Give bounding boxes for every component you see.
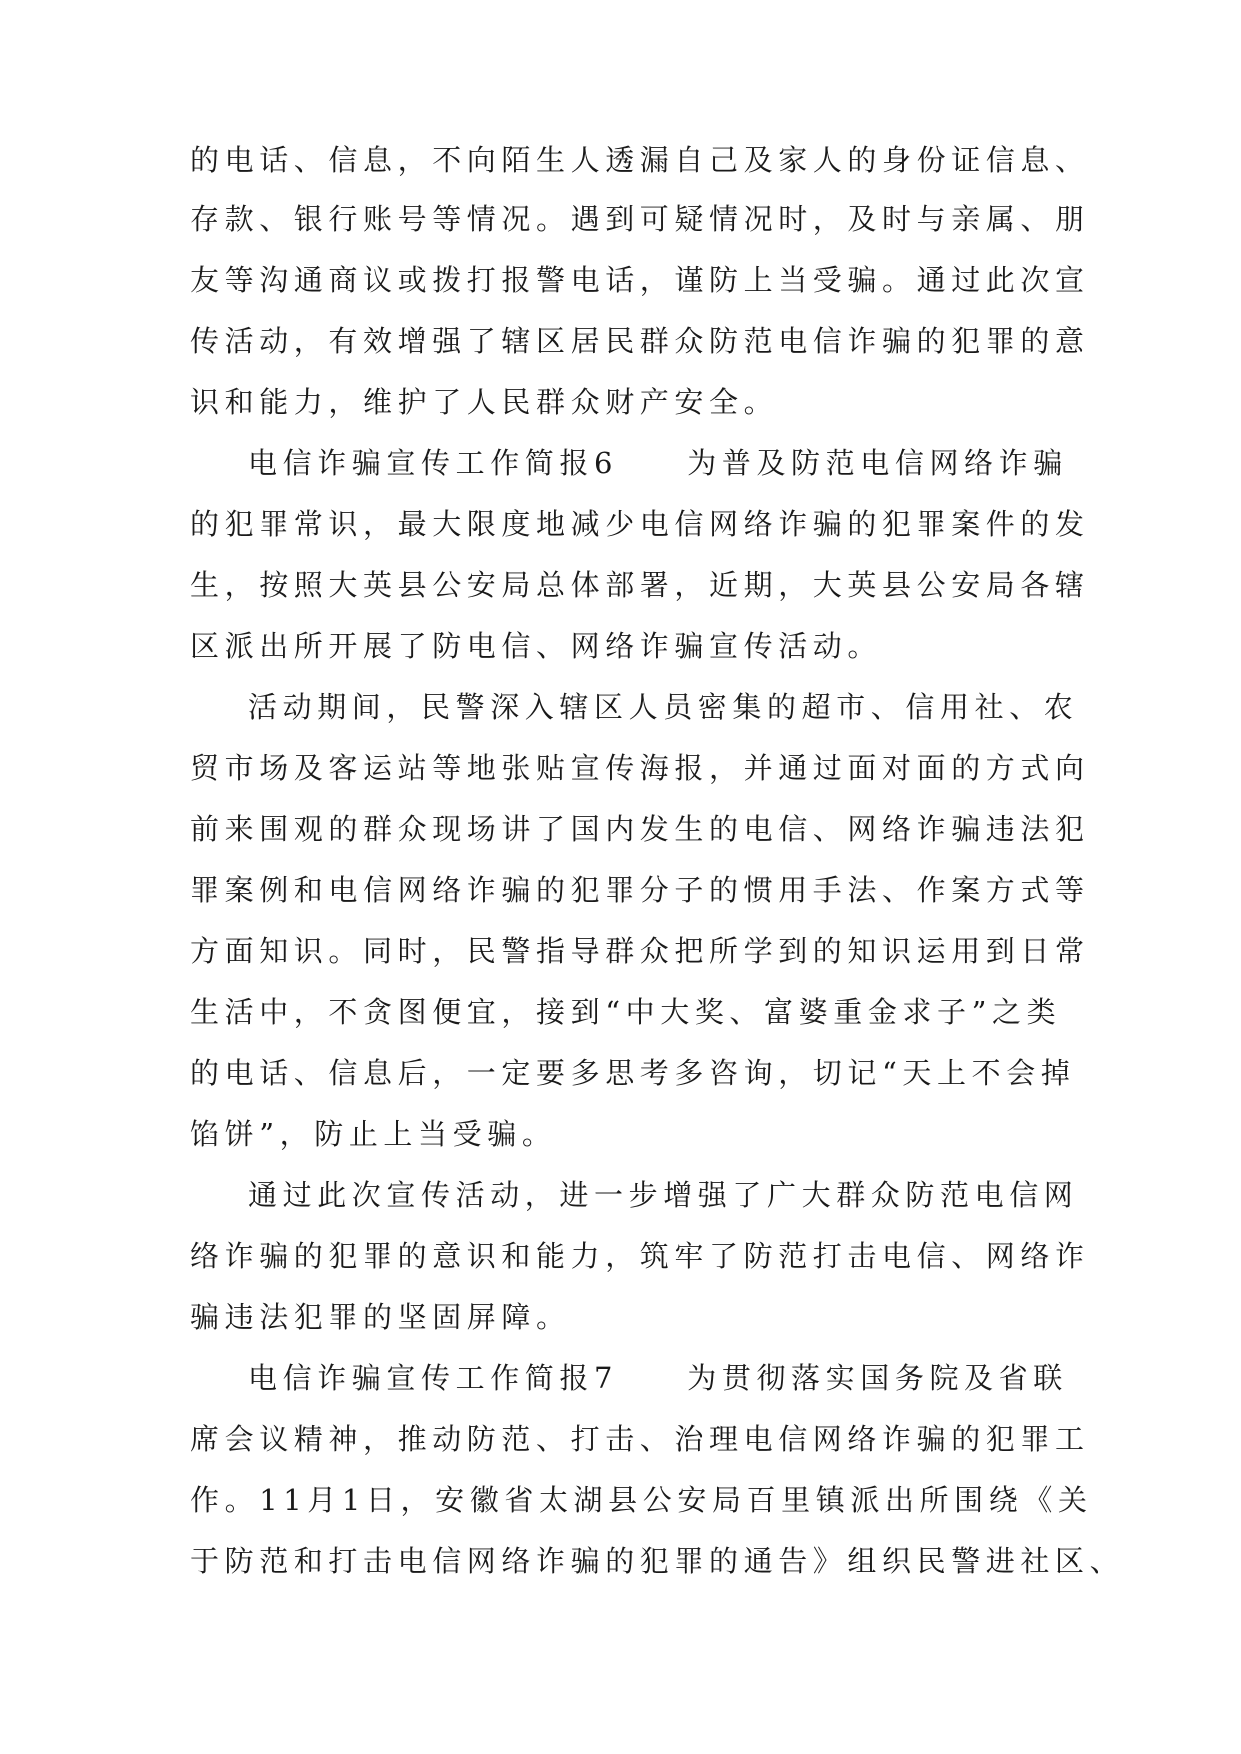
briefing-heading-6: 电信诈骗宣传工作简报6 为普及防范电信网络诈骗 [248, 446, 1068, 480]
text-line: 贸市场及客运站等地张贴宣传海报，并通过面对面的方式向 [190, 751, 1090, 785]
text-line: 生，按照大英县公安局总体部署，近期，大英县公安局各辖 [190, 568, 1090, 602]
text-line: 友等沟通商议或拨打报警电话，谨防上当受骗。通过此次宣 [190, 263, 1090, 297]
text-line: 传活动，有效增强了辖区居民群众防范电信诈骗的犯罪的意 [190, 324, 1090, 358]
text-line: 于防范和打击电信网络诈骗的犯罪的通告》组织民警进社区、 [190, 1544, 1125, 1578]
text-line: 前来围观的群众现场讲了国内发生的电信、网络诈骗违法犯 [190, 812, 1090, 846]
text-line: 罪案例和电信网络诈骗的犯罪分子的惯用手法、作案方式等 [190, 873, 1090, 907]
text-line: 的电话、信息后，一定要多思考多咨询，切记“天上不会掉 [190, 1056, 1076, 1090]
text-line: 区派出所开展了防电信、网络诈骗宣传活动。 [190, 629, 883, 663]
paragraph-start: 活动期间，民警深入辖区人员密集的超市、信用社、农 [248, 690, 1079, 724]
text-line: 作。11月1日，安徽省太湖县公安局百里镇派出所围绕《关 [190, 1483, 1093, 1517]
text-line: 的犯罪常识，最大限度地减少电信网络诈骗的犯罪案件的发 [190, 507, 1090, 541]
text-line: 存款、银行账号等情况。遇到可疑情况时，及时与亲属、朋 [190, 202, 1090, 236]
text-line: 方面知识。同时，民警指导群众把所学到的知识运用到日常 [190, 934, 1090, 968]
text-line: 的电话、信息，不向陌生人透漏自己及家人的身份证信息、 [190, 143, 1090, 177]
text-line: 识和能力，维护了人民群众财产安全。 [190, 385, 779, 419]
text-line: 骗违法犯罪的坚固屏障。 [190, 1300, 571, 1334]
document-page [190, 130, 1125, 1592]
text-line: 席会议精神，推动防范、打击、治理电信网络诈骗的犯罪工 [190, 1422, 1090, 1456]
text-line: 络诈骗的犯罪的意识和能力，筑牢了防范打击电信、网络诈 [190, 1239, 1090, 1273]
text-line: 馅饼”，防止上当受骗。 [190, 1117, 557, 1151]
briefing-heading-7: 电信诈骗宣传工作简报7 为贯彻落实国务院及省联 [248, 1361, 1068, 1395]
text-line: 生活中，不贪图便宜，接到“中大奖、富婆重金求子”之类 [190, 995, 1062, 1029]
paragraph-start: 通过此次宣传活动，进一步增强了广大群众防范电信网 [248, 1178, 1079, 1212]
